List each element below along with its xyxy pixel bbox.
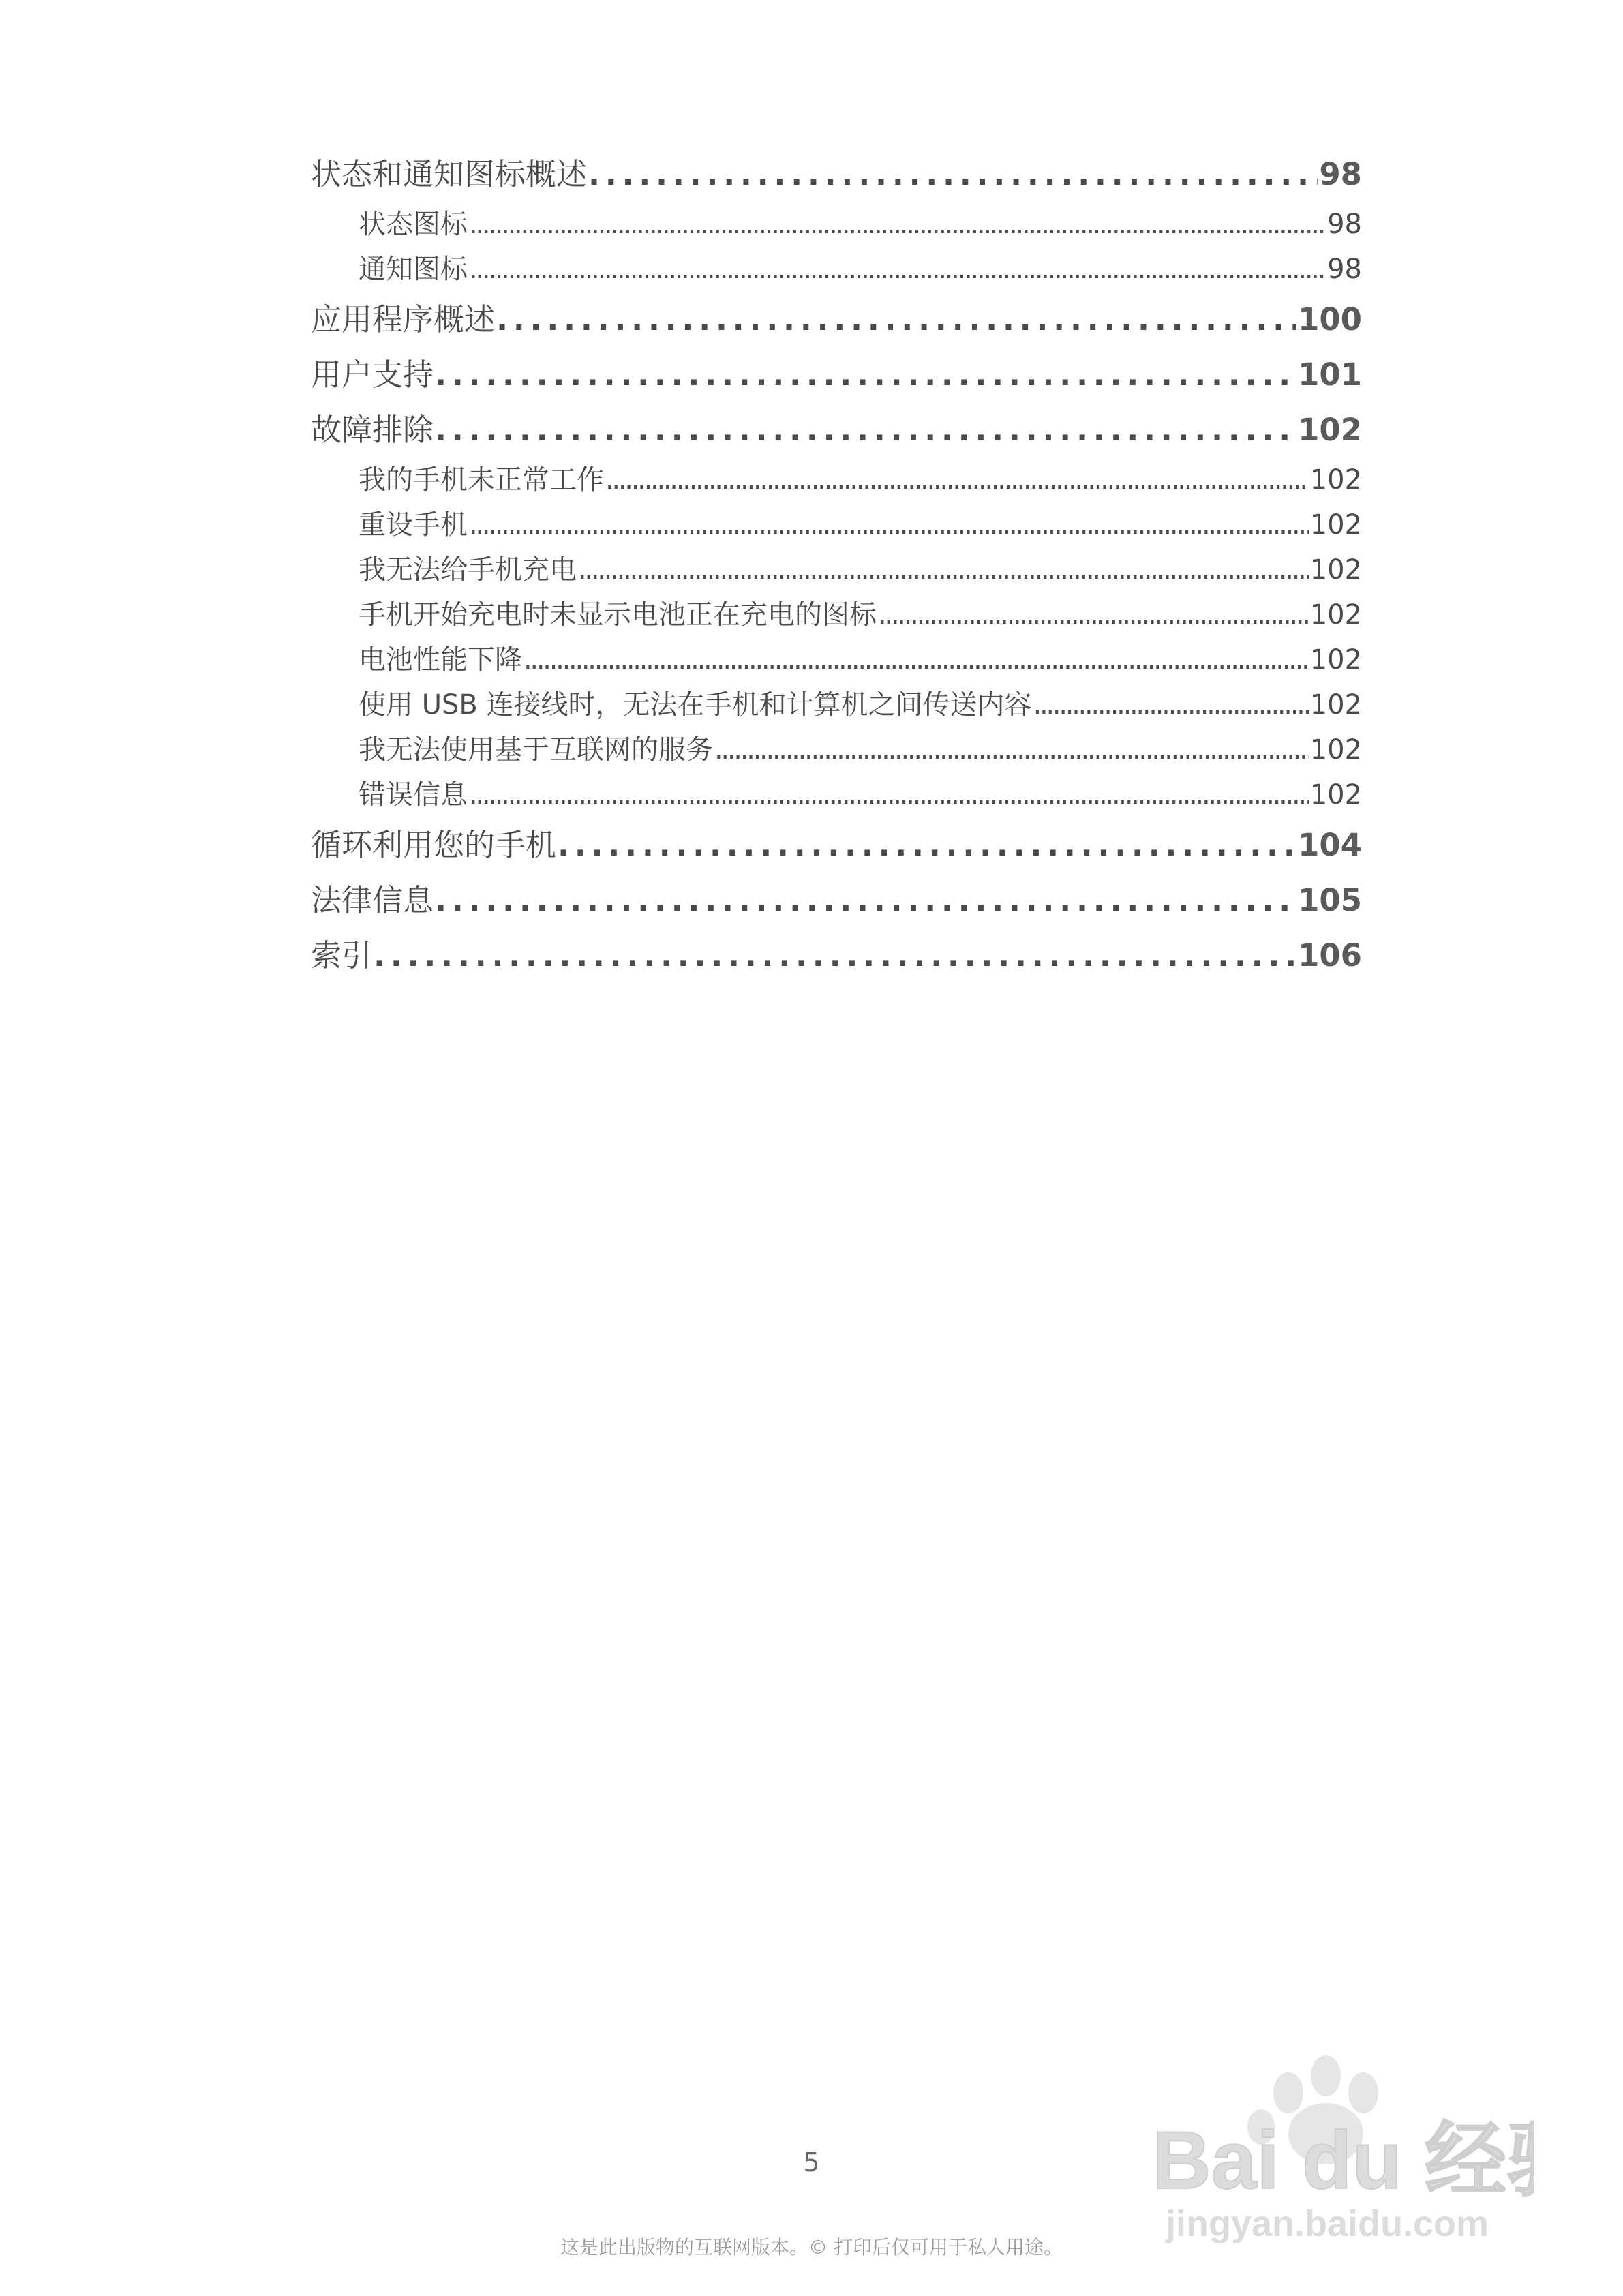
toc-subentry[interactable] [311,682,1362,727]
toc-leader-dots [714,727,1309,772]
footer-note: 这是此出版物的互联网版本。© 打印后仅可用于私人用途。 [560,2236,1063,2259]
toc-entry-title: 使用 USB 连接线时，无法在手机和计算机之间传送内容 [359,689,1032,721]
toc-subentry[interactable] [311,727,1362,772]
toc-leader-dots [496,292,1296,347]
toc-leader-dots [558,817,1296,873]
toc-entry[interactable] [311,817,1362,873]
toc-entry[interactable] [311,147,1362,202]
toc-entry-title: 错误信息 [359,779,468,811]
toc-entry-page: 104 [1298,827,1362,863]
toc-subentry[interactable] [311,202,1362,247]
toc-leader-dots [588,147,1318,202]
toc-entry-title: 电池性能下降 [359,644,522,676]
toc-leader-dots [469,247,1326,292]
toc-subentry[interactable] [311,592,1362,637]
toc-entry-title: 我无法使用基于互联网的服务 [359,734,713,766]
toc-entry-page: 102 [1309,599,1362,631]
toc-entry-page: 98 [1319,156,1362,192]
toc-subentry[interactable] [311,247,1362,292]
toc-leader-dots [435,402,1296,457]
toc-subentry[interactable] [311,502,1362,547]
toc-leader-dots [1033,682,1309,727]
toc-entry-page: 102 [1309,734,1362,766]
toc-entry-title: 应用程序概述 [311,301,496,337]
toc-entry-page: 106 [1298,937,1362,973]
toc-entry[interactable] [311,402,1362,457]
toc-leader-dots [578,547,1309,592]
toc-leader-dots [469,502,1309,547]
toc-entry-title: 我无法给手机充电 [359,554,577,586]
toc-leader-dots [469,772,1309,817]
baidu-paw-logo-icon [1152,2045,1534,2243]
toc-subentry[interactable] [311,457,1362,502]
toc-leader-dots [878,592,1309,637]
toc-entry-page: 101 [1298,357,1362,393]
baidu-jingyan-watermark [1152,2045,1534,2243]
toc-entry-page: 102 [1309,464,1362,496]
toc-entry[interactable] [311,873,1362,928]
toc-entry-title: 我的手机未正常工作 [359,464,604,496]
toc-leader-dots [524,637,1309,682]
watermark-brand-text: Bai du 经 [1152,2115,1507,2206]
toc-entry-page: 105 [1298,882,1362,918]
page-number: 5 [803,2147,820,2177]
toc-entry-page: 100 [1298,301,1362,337]
toc-entry-page: 102 [1309,779,1362,811]
toc-entry[interactable] [311,347,1362,402]
toc-leader-dots [374,928,1296,983]
toc-entry-page: 102 [1309,554,1362,586]
toc-entry-page: 102 [1309,644,1362,676]
toc-entry-title: 故障排除 [311,412,434,448]
watermark-url-text: jingyan.baidu.com [1166,2203,1489,2243]
toc-subentry[interactable] [311,637,1362,682]
toc-entry[interactable] [311,928,1362,983]
toc-entry-title: 循环利用您的手机 [311,827,557,863]
toc-entry-page: 102 [1298,412,1362,448]
toc-entry-page: 98 [1327,209,1362,240]
toc-entry[interactable] [311,292,1362,347]
toc-leader-dots [469,202,1326,247]
toc-entry-title: 状态和通知图标概述 [311,156,588,192]
table-of-contents [311,147,1362,983]
toc-entry-title: 重设手机 [359,509,468,541]
toc-leader-dots [435,347,1296,402]
toc-leader-dots [435,873,1296,928]
toc-entry-title: 通知图标 [359,254,468,285]
toc-entry-page: 98 [1327,254,1362,285]
toc-entry-title: 法律信息 [311,882,434,918]
toc-entry-page: 102 [1309,509,1362,541]
toc-entry-page: 102 [1309,689,1362,721]
toc-entry-title: 手机开始充电时未显示电池正在充电的图标 [359,599,877,631]
toc-entry-title: 用户支持 [311,357,434,393]
toc-leader-dots [605,457,1309,502]
toc-entry-title: 索引 [311,937,373,973]
toc-subentry[interactable] [311,772,1362,817]
toc-subentry[interactable] [311,547,1362,592]
toc-entry-title: 状态图标 [359,209,468,240]
